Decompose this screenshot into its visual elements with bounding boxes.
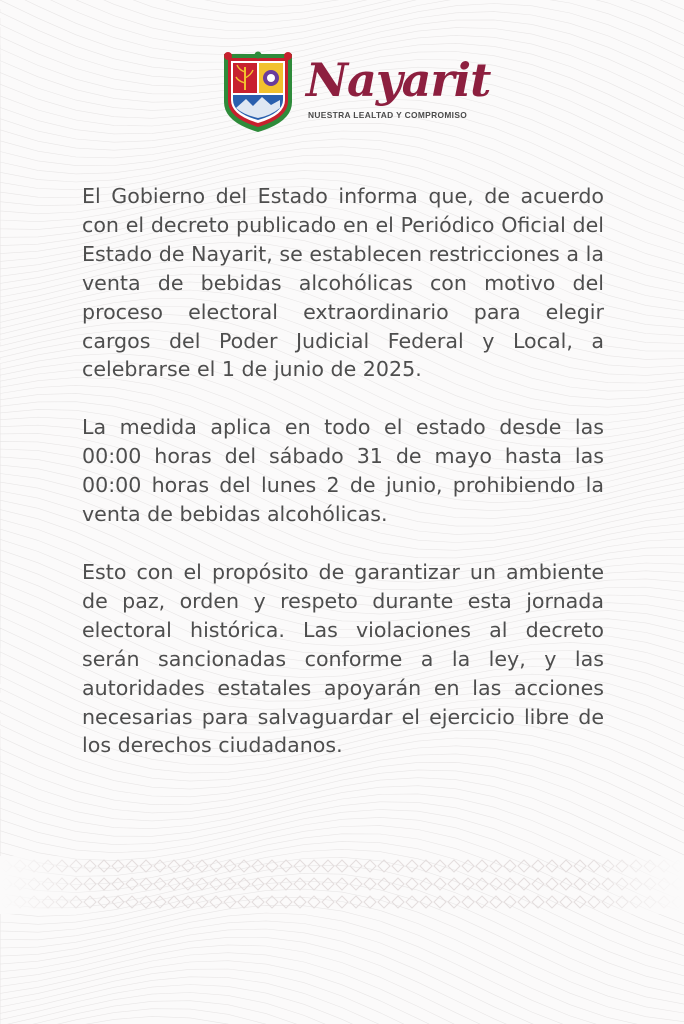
decorative-pattern-band bbox=[0, 856, 684, 914]
announcement-text bbox=[82, 182, 604, 789]
paragraph-3: Esto con el propósito de garantizar un ambiente de paz, orden y respeto durante esta jornada electoral histórica. Las violaciones al decreto serán sancionadas conforme a la ley, y las autoridades estatales apoyarán en las acciones necesarias para salvaguardar el ejercicio libre de los derechos ciudadanos. bbox=[82, 559, 604, 758]
brand-tagline: NUESTRA LEALTAD Y COMPROMISO bbox=[308, 110, 468, 120]
nayarit-coat-of-arms-icon bbox=[220, 50, 296, 134]
paragraph-1: El Gobierno del Estado informa que, de acuerdo con el decreto publicado en el Periódico Oficial del Estado de Nayarit, se establecen restricciones a la venta de bebidas alcohólicas con motivo del proceso electoral extraordinario para elegir cargos del Poder Judicial Federal y Local, a celebrarse el 1 de junio de 2025. bbox=[82, 184, 604, 382]
brand-name: Nayarit bbox=[306, 53, 491, 107]
header-logo bbox=[220, 50, 491, 134]
paragraph-2: La medida aplica en todo el estado desde las 00:00 horas del sábado 31 de mayo hasta las 00:00 horas del lunes 2 de junio, prohibiendo la venta de bebidas alcohólicas. bbox=[82, 415, 604, 527]
